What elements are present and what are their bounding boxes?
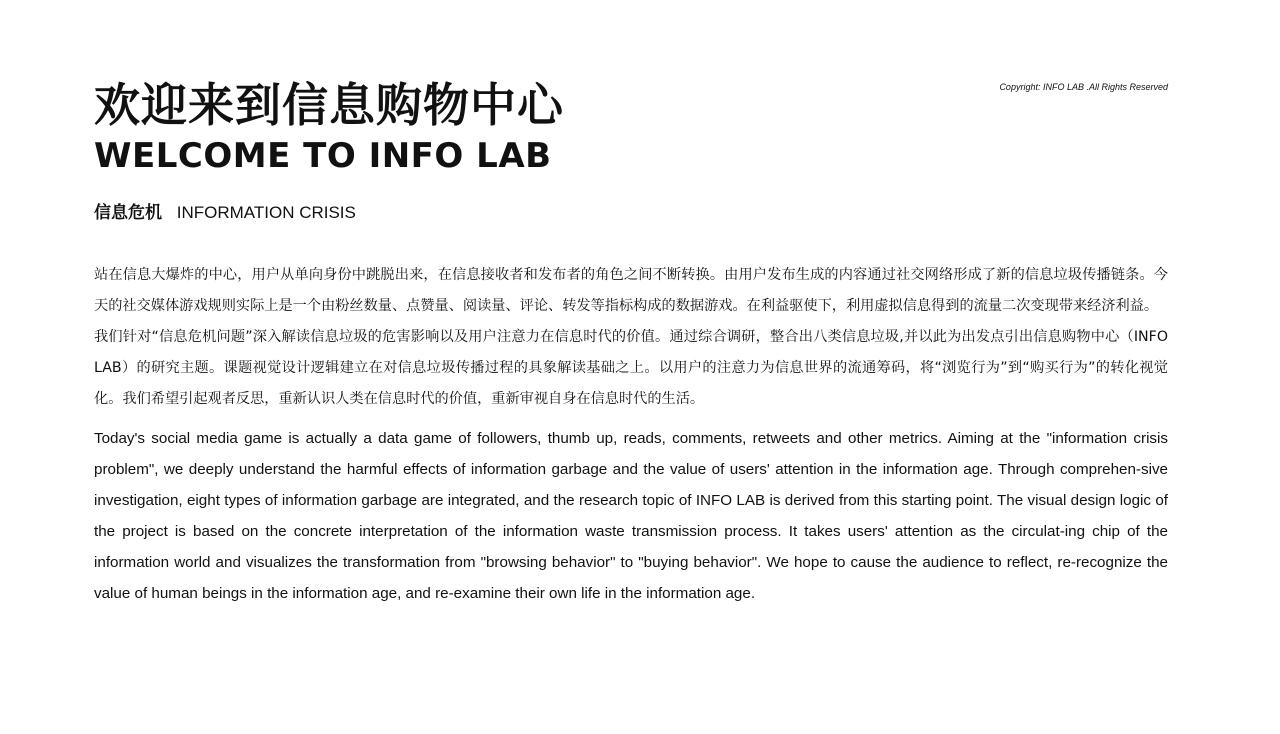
paragraph-chinese-1: 站在信息大爆炸的中心，用户从单向身份中跳脱出来，在信息接收者和发布者的角色之间不断转换。由用户发布生成的内容通过社交网络形成了新的信息垃圾传播链条。今天的社交媒体游戏规则实际上是一个由粉丝数量、点赞量、阅读量、评论、转发等指标构成的数据游戏。在利益驱使下，利用虚拟信息得到的流量二次变现带来经济利益。: [94, 267, 1168, 314]
section-heading-chinese: 信息危机: [94, 203, 162, 223]
paragraph-english: Today's social media game is actually a data game of followers, thumb up, reads, comments, retweets and other metrics. Aiming at the "information crisis problem", we deeply understand the harmful effects of information garbage and the value of users' attention in the information age. Through comprehen-sive investigation, eight types of information garbage are integrated, and the research topic of INFO LAB is derived from this starting point. The visual design logic of the project is based on the concrete interpretation of the information waste transmission process. It takes users' attention as the circulat-ing chip of the information world and visualizes the transformation from "browsing behavior" to "buying behavior". We hope to cause the audience to reflect, re-recognize the value of human beings in the information age, and re-examine their own life in the information age.: [94, 430, 1168, 602]
copyright-notice: Copyright: INFO LAB .All Rights Reserved: [999, 82, 1168, 92]
section-heading-english: INFORMATION CRISIS: [176, 203, 356, 222]
page-title-english: WELCOME TO INFO LAB: [94, 136, 552, 176]
paragraph-chinese-2: 我们针对“信息危机问题”深入解读信息垃圾的危害影响以及用户注意力在信息时代的价值。通过综合调研，整合出八类信息垃圾,并以此为出发点引出信息购物中心（INFO LAB）的研究主题。课题视觉设计逻辑建立在对信息垃圾传播过程的具象解读基础之上。以用户的注意力为信息世界的流通筹码，将“浏览行为”到“购买行为”的转化视觉化。我们希望引起观者反思，重新认识人类在信息时代的价值，重新审视自身在信息时代的生活。: [94, 329, 1168, 407]
section-heading: [94, 202, 1168, 224]
document-page: [94, 76, 1168, 609]
page-title-chinese: 欢迎来到信息购物中心: [94, 78, 564, 132]
